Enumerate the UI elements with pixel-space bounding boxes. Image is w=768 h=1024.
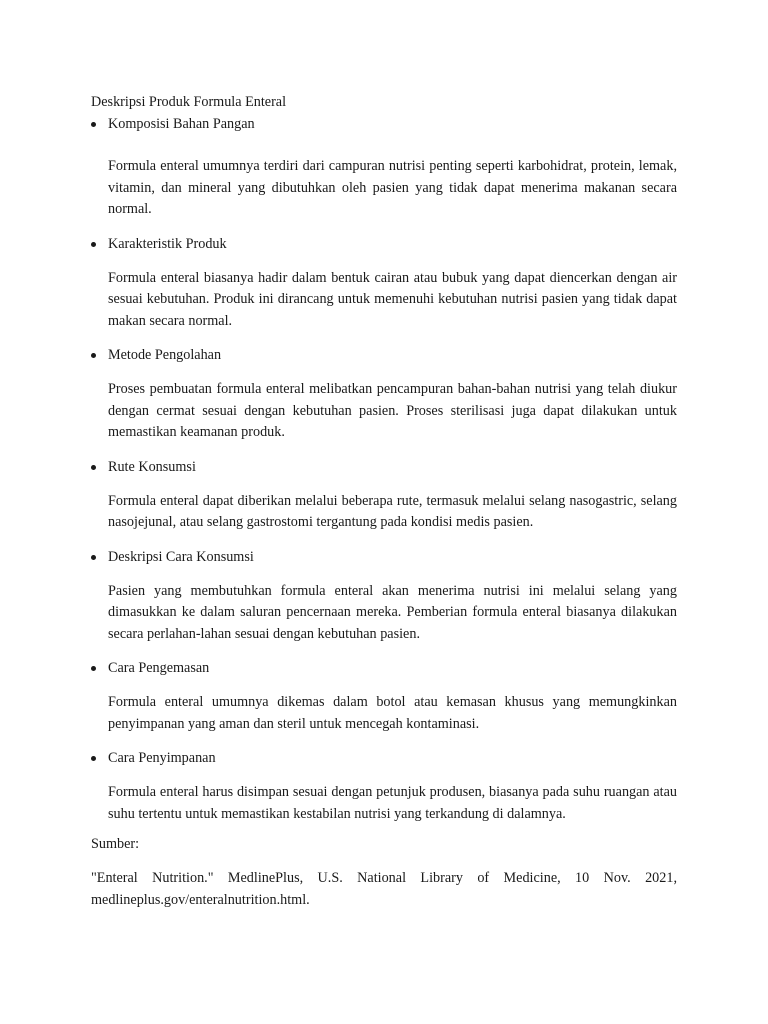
section-body: Proses pembuatan formula enteral melibatkan pencampuran bahan-bahan nutrisi yang telah diukur dengan cermat sesuai dengan kebutuhan pasien. Proses sterilisasi juga dapat dilakukan untuk memastikan keamanan produk. <box>108 381 677 440</box>
bullet-icon <box>91 666 96 671</box>
section-rute <box>91 457 677 534</box>
citation: "Enteral Nutrition." MedlinePlus, U.S. National Library of Medicine, 10 Nov. 2021, medlineplus.gov/enteralnutrition.html. <box>91 870 677 908</box>
section-heading-text: Komposisi Bahan Pangan <box>108 116 255 132</box>
section-body: Pasien yang membutuhkan formula enteral akan menerima nutrisi ini melalui selang yang dimasukkan ke dalam saluran pencernaan mereka. Pemberian formula enteral biasanya dilakukan secara perlahan-lahan sesuai dengan kebutuhan pasien. <box>108 582 677 642</box>
section-heading <box>91 114 677 136</box>
section-heading <box>91 234 677 256</box>
section-heading-text: Cara Pengemasan <box>108 660 210 676</box>
section-body: Formula enteral biasanya hadir dalam bentuk cairan atau bubuk yang dapat diencerkan dengan air sesuai kebutuhan. Produk ini dirancang untuk memenuhi kebutuhan nutrisi pasien yang tidak dapat makan secara normal. <box>108 269 677 329</box>
bullet-icon <box>91 122 96 127</box>
section-heading-text: Karakteristik Produk <box>108 235 227 252</box>
section-heading <box>91 547 677 569</box>
document-page <box>91 92 677 911</box>
bullet-icon <box>91 555 96 560</box>
section-heading <box>91 748 677 770</box>
section-metode <box>91 345 677 444</box>
section-body: Formula enteral dapat diberikan melalui beberapa rute, termasuk melalui selang nasogastric, selang nasojejunal, atau selang gastrostomi tergantung pada kondisi medis pasien. <box>108 492 677 530</box>
section-body: Formula enteral harus disimpan sesuai dengan petunjuk produsen, biasanya pada suhu ruangan atau suhu tertentu untuk memastikan kestabilan nutrisi yang terkandung di dalamnya. <box>108 784 677 822</box>
section-pengemasan <box>91 658 677 735</box>
section-heading <box>91 457 677 479</box>
section-body: Formula enteral umumnya terdiri dari campuran nutrisi penting seperti karbohidrat, protein, lemak, vitamin, dan mineral yang dibutuhkan oleh pasien yang tidak dapat menerima makanan secara normal. <box>108 158 677 217</box>
bullet-icon <box>91 353 96 358</box>
section-penyimpanan <box>91 748 677 825</box>
bullet-icon <box>91 242 96 247</box>
section-heading-text: Rute Konsumsi <box>108 458 196 475</box>
bullet-icon <box>91 756 96 761</box>
section-deskripsi-konsumsi <box>91 547 677 646</box>
section-heading-text: Metode Pengolahan <box>108 347 222 363</box>
document-title: Deskripsi Produk Formula Enteral <box>91 94 287 110</box>
section-heading <box>91 658 677 680</box>
section-heading-text: Deskripsi Cara Konsumsi <box>108 548 254 565</box>
section-body: Formula enteral umumnya dikemas dalam botol atau kemasan khusus yang memungkinkan penyimpanan yang aman dan steril untuk mencegah kontaminasi. <box>108 694 677 732</box>
section-heading <box>91 345 677 367</box>
bullet-icon <box>91 465 96 470</box>
section-karakteristik <box>91 234 677 333</box>
section-komposisi <box>91 114 677 221</box>
source-label: Sumber: <box>91 836 140 852</box>
section-heading-text: Cara Penyimpanan <box>108 750 216 766</box>
